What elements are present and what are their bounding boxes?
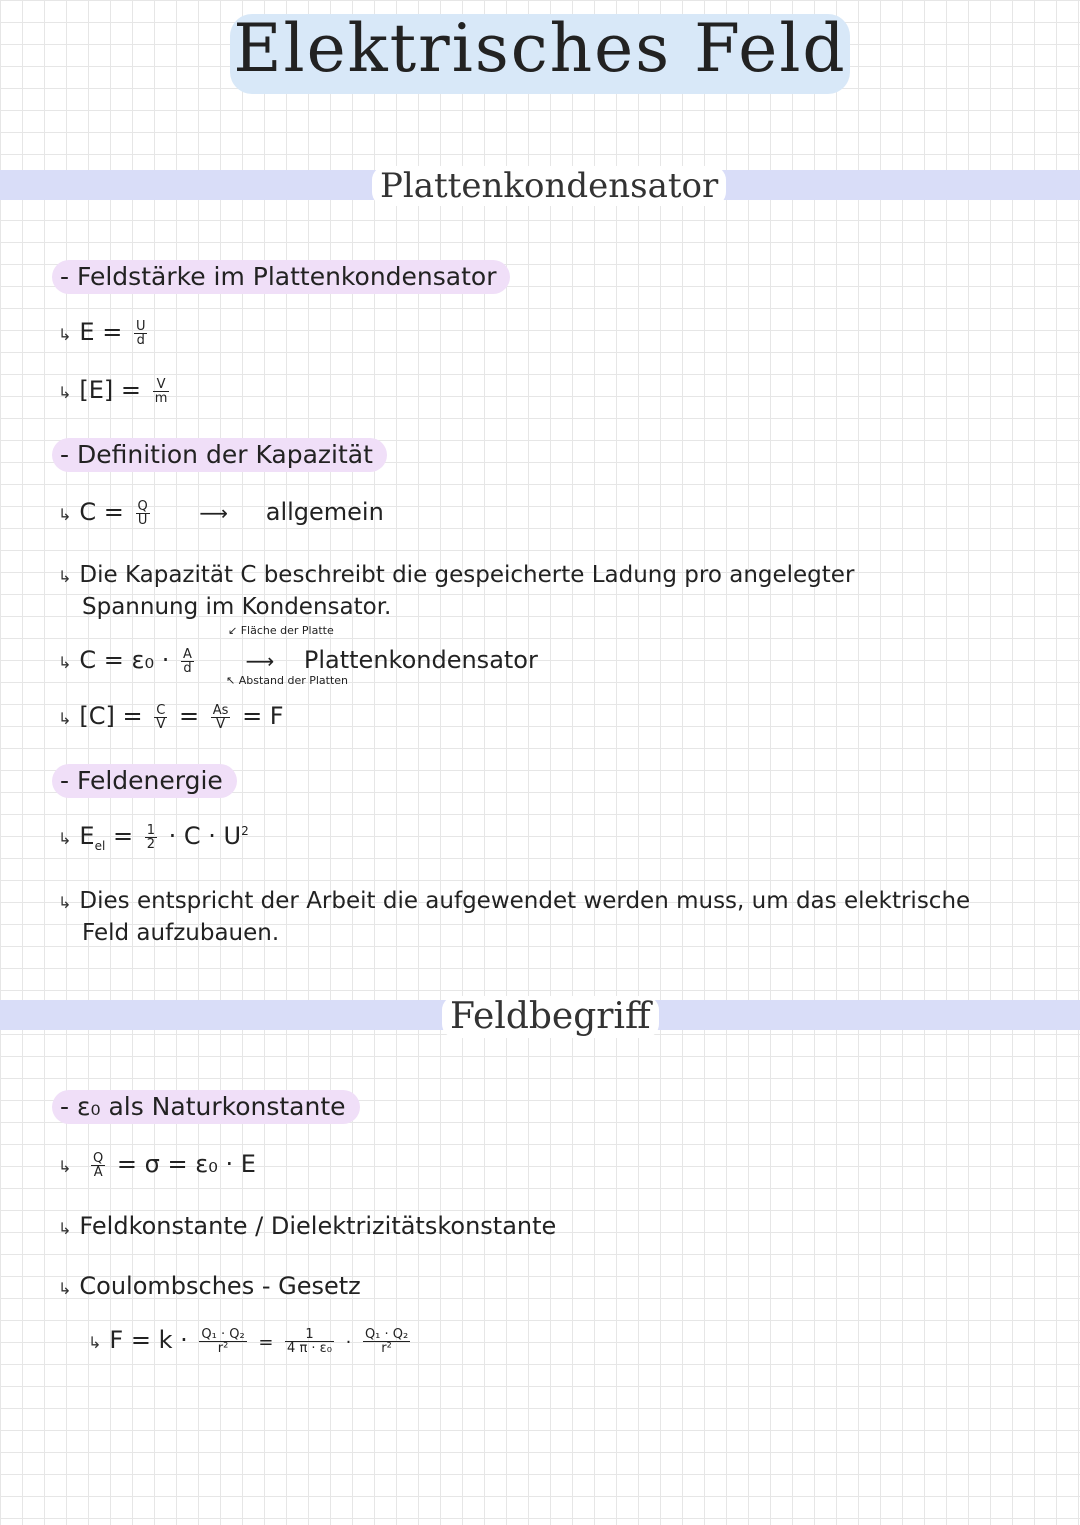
- formula-e-unit: ↳ [E] = $\frac{V}{m}$: [58, 376, 168, 406]
- bullet-arrow-icon: ↳: [58, 893, 72, 912]
- heading-feldenergie: - Feldenergie: [52, 764, 237, 798]
- page-title: Elektrisches Feld: [233, 10, 847, 87]
- bullet-arrow-icon: ↳: [58, 1219, 72, 1238]
- formula-field-energy: ↳ $E_{el}$ = $\frac{1}{2}$ · $C \cdot U^2$: [58, 822, 249, 853]
- bullet-arrow-icon: ↳: [58, 1157, 72, 1176]
- formula-capacity-general: ↳ C = $\frac{Q}{U}$ ⟶ allgemein: [58, 498, 384, 528]
- heading-naturkonstante: - ε₀ als Naturkonstante: [52, 1090, 360, 1124]
- section-label-feldbegriff: Feldbegriff: [442, 996, 659, 1038]
- bullet-arrow-icon: ↳: [58, 505, 72, 524]
- fraction-as-over-v: $\frac{As}{V}$: [212, 702, 229, 732]
- formula-e-field: ↳ E = $\frac{U}{d}$: [58, 318, 146, 348]
- formula-coulomb: ↳ F = k · $\frac{\text{Q₁ · Q₂}}{\text{r²}}$ = $\frac{1}{\text{4 π · ε₀}}$ · $\frac{\text{Q₁ · Q₂}}{\text{r²}}$: [88, 1326, 409, 1356]
- fraction-one-half: $\frac{1}{2}$: [146, 822, 155, 852]
- arrow-right-icon: ⟶: [199, 501, 229, 525]
- fraction-u-over-d: $\frac{U}{d}$: [135, 318, 146, 348]
- heading-feldstaerke: - Feldstärke im Plattenkondensator: [52, 260, 510, 294]
- annotation-flaeche: ↙ Fläche der Platte: [228, 624, 334, 637]
- arrow-right-icon: ⟶: [245, 649, 275, 673]
- fraction-one-over-4pi-eps0: $\frac{1}{\text{4 π · ε₀}}$: [287, 1326, 332, 1356]
- bullet-arrow-icon: ↳: [58, 567, 72, 586]
- formula-surface-charge: ↳ $\frac{Q}{A}$ = σ = ε₀ · E: [58, 1150, 256, 1180]
- fraction-a-over-d: $\frac{A}{d}$: [183, 646, 192, 676]
- bullet-arrow-icon: ↳: [88, 1333, 102, 1352]
- bullet-arrow-icon: ↳: [58, 709, 72, 728]
- bullet-arrow-icon: ↳: [58, 383, 72, 402]
- formula-capacity-unit: ↳ [C] = $\frac{C}{V}$ = $\frac{As}{V}$ = F: [58, 702, 284, 732]
- note-plattenkondensator: Plattenkondensator: [303, 646, 538, 674]
- note-feldkonstante: ↳ Feldkonstante / Dielektrizitätskonstante: [58, 1212, 557, 1240]
- field-energy-description: ↳ Dies entspricht der Arbeit die aufgewendet werden muss, um das elektrische Feld aufzubauen.: [58, 888, 971, 946]
- bullet-arrow-icon: ↳: [58, 325, 72, 344]
- fraction-q-over-a: $\frac{Q}{A}$: [93, 1150, 104, 1180]
- fraction-v-over-m: $\frac{V}{m}$: [154, 376, 168, 406]
- note-coulomb: ↳ Coulombsches - Gesetz: [58, 1272, 361, 1300]
- note-allgemein: allgemein: [265, 498, 384, 526]
- heading-kapazitaet: - Definition der Kapazität: [52, 438, 387, 472]
- fraction-q1q2-over-r2-second: $\frac{\text{Q₁ · Q₂}}{\text{r²}}$: [364, 1326, 409, 1356]
- annotation-abstand: ↖ Abstand der Platten: [226, 674, 349, 687]
- fraction-q-over-u: $\frac{Q}{U}$: [137, 498, 148, 528]
- bullet-arrow-icon: ↳: [58, 653, 72, 672]
- fraction-c-over-v: $\frac{C}{V}$: [156, 702, 166, 732]
- fraction-q1q2-over-r2: $\frac{\text{Q₁ · Q₂}}{\text{r²}}$: [201, 1326, 245, 1356]
- bullet-arrow-icon: ↳: [58, 829, 72, 848]
- section-label-plattenkondensator: Plattenkondensator: [372, 166, 726, 206]
- formula-capacity-plate: ↳ C = ε₀ · $\frac{A}{d}$ ⟶ Plattenkondensator: [58, 646, 538, 676]
- bullet-arrow-icon: ↳: [58, 1279, 72, 1298]
- capacity-description: ↳ Die Kapazität C beschreibt die gespeicherte Ladung pro angelegter Spannung im Kondensator.: [58, 562, 855, 620]
